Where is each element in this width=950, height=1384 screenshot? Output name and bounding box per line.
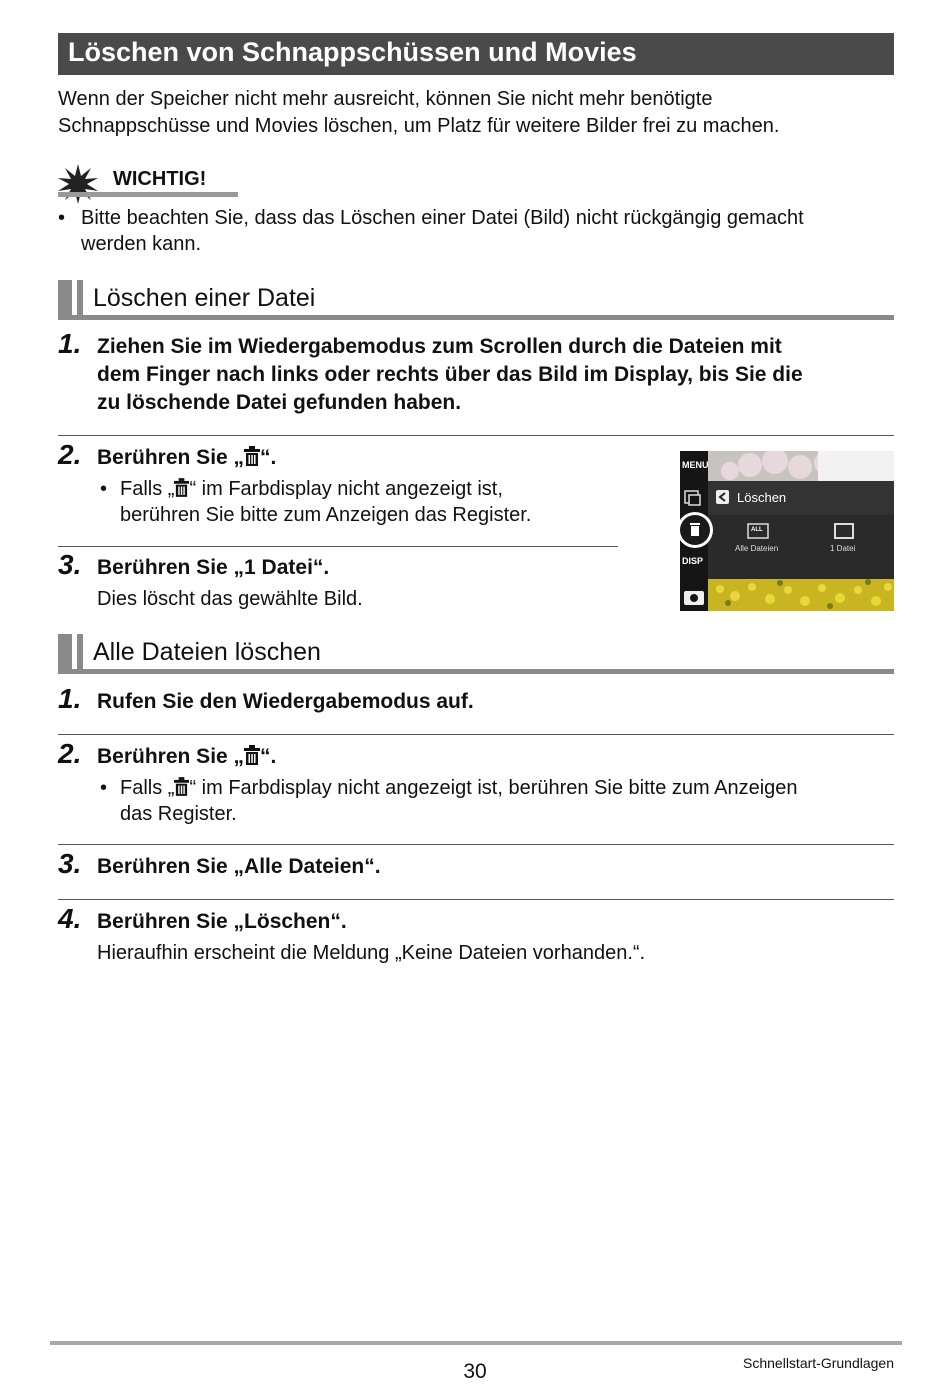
- bullet-text-part: “ im Farbdisplay nicht angezeigt ist, berühren Sie bitte zum Anzeigen: [189, 777, 798, 799]
- intro-paragraph: [58, 86, 898, 140]
- intro-line: Wenn der Speicher nicht mehr ausreicht, können Sie nicht mehr benötigte: [58, 88, 713, 110]
- delete-menu-title: Löschen: [737, 490, 787, 505]
- footer-section-label: Schnellstart-Grundlagen: [743, 1355, 894, 1371]
- step-number: 1.: [58, 328, 82, 359]
- bullet-text-part: Falls „: [120, 777, 175, 799]
- step-bullet: [100, 775, 900, 827]
- step-line: zu löschende Datei gefunden haben.: [97, 391, 462, 414]
- bullet-dot: •: [100, 478, 108, 500]
- trash-icon: [174, 777, 189, 796]
- step-divider: [58, 435, 894, 436]
- step-instruction: [97, 444, 276, 472]
- step-instruction: [97, 333, 897, 417]
- step-instruction: Berühren Sie „Alle Dateien“.: [97, 855, 381, 878]
- important-underline: [58, 192, 238, 197]
- heading-bar: [77, 280, 83, 316]
- bullet-dot: •: [58, 207, 66, 229]
- step-number: 2.: [58, 439, 82, 470]
- camera-screen-graphic: [680, 451, 894, 611]
- important-bullet: [58, 205, 898, 257]
- bullet-line: das Register.: [120, 803, 237, 825]
- step-instruction: [97, 743, 276, 771]
- heading-bar: [58, 280, 72, 316]
- section-heading-delete-file: [58, 280, 894, 320]
- section-heading-text: Löschen einer Datei: [93, 284, 316, 312]
- step-text-part: Berühren Sie „: [97, 446, 245, 469]
- step-number: 3.: [58, 848, 82, 879]
- intro-line: Schnappschüsse und Movies löschen, um Platz für weitere Bilder frei zu machen.: [58, 115, 780, 137]
- footer-rule: [50, 1341, 902, 1345]
- bullet-line: Bitte beachten Sie, dass das Löschen einer Datei (Bild) nicht rückgängig gemacht: [81, 207, 804, 229]
- step-text-part: “.: [260, 745, 277, 768]
- step-text-part: “.: [260, 446, 277, 469]
- page-number: 30: [463, 1360, 487, 1383]
- step-instruction: Rufen Sie den Wiedergabemodus auf.: [97, 690, 474, 713]
- bullet-dot: •: [100, 777, 108, 799]
- step-instruction: Berühren Sie „Löschen“.: [97, 910, 347, 933]
- bullet-text-part: “ im Farbdisplay nicht angezeigt ist,: [189, 478, 503, 500]
- step-number: 3.: [58, 549, 82, 580]
- step-instruction: Berühren Sie „1 Datei“.: [97, 556, 330, 579]
- page-title: Löschen von Schnappschüssen und Movies: [58, 33, 894, 75]
- step-number: 1.: [58, 683, 82, 714]
- trash-icon: [244, 446, 260, 466]
- step-text-part: Berühren Sie „: [97, 745, 245, 768]
- step-number: 4.: [58, 903, 82, 934]
- warning-burst-icon: [58, 164, 98, 204]
- heading-rule: [58, 315, 894, 320]
- section-heading-text: Alle Dateien löschen: [93, 638, 321, 666]
- important-label: WICHTIG!: [113, 168, 207, 190]
- bullet-line: berühren Sie bitte zum Anzeigen das Register.: [120, 504, 532, 526]
- step-divider: [58, 546, 618, 547]
- step-divider: [58, 844, 894, 845]
- step-line: Ziehen Sie im Wiedergabemodus zum Scrollen durch die Dateien mit: [97, 335, 782, 358]
- step-divider: [58, 899, 894, 900]
- step-number: 2.: [58, 738, 82, 769]
- heading-bar: [58, 634, 72, 670]
- trash-icon: [244, 745, 260, 765]
- step-divider: [58, 734, 894, 735]
- step-line: dem Finger nach links oder rechts über das Bild im Display, bis Sie die: [97, 363, 803, 386]
- one-file-option: 1 Datei: [830, 544, 856, 553]
- trash-icon: [174, 478, 189, 497]
- disp-label: DISP: [682, 556, 704, 566]
- menu-label: MENU: [682, 460, 709, 470]
- bullet-text-part: Falls „: [120, 478, 175, 500]
- all-files-option: Alle Dateien: [735, 544, 779, 553]
- heading-rule: [58, 669, 894, 674]
- step-result: Hieraufhin erscheint die Meldung „Keine Dateien vorhanden.“.: [97, 942, 646, 964]
- all-icon-label: ALL: [751, 527, 763, 533]
- step-result: Dies löscht das gewählte Bild.: [97, 588, 363, 610]
- section-heading-delete-all: [58, 634, 894, 674]
- step-bullet: [100, 476, 640, 528]
- camera-screen-illustration: [680, 451, 894, 611]
- bullet-line: werden kann.: [81, 233, 202, 255]
- heading-bar: [77, 634, 83, 670]
